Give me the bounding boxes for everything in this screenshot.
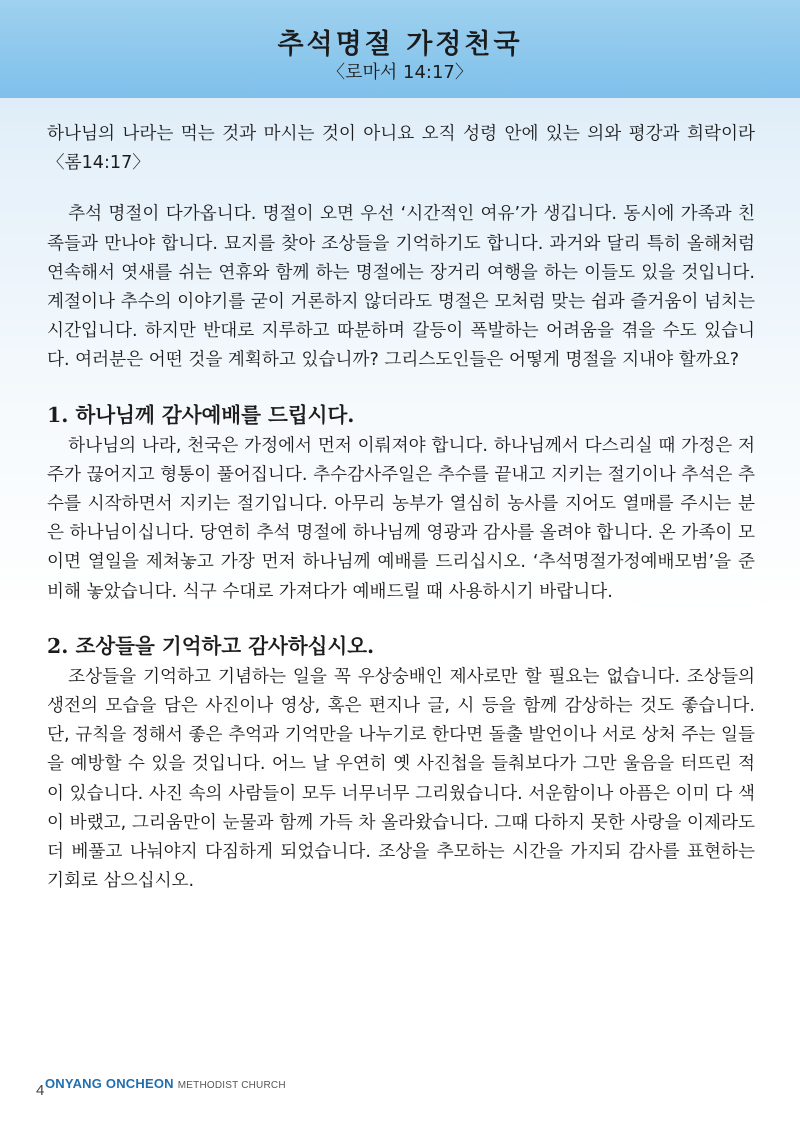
church-name: ONYANG ONCHEON (45, 1076, 174, 1091)
page-number: 4 (36, 1082, 45, 1099)
intro-paragraph: 추석 명절이 다가옵니다. 명절이 오면 우선 ‘시간적인 여유’가 생깁니다. 동시에 가족과 친족들과 만나야 합니다. 묘지를 찾아 조상들을 기억하기도 합니다. 과거와 달리 특히 올해처럼 연속해서 엿새를 쉬는 연휴와 함께 하는 명절에는 장거리 여행을 하는 이들도 있을 것입니다. 계절이나 추수의 이야기를 굳이 거론하지 않더라도 명절은 모처럼 맞는 쉼과 즐거움이 넘치는 시간입니다. 하지만 반대로 지루하고 따분하며 갈등이 폭발하는 어려움을 겪을 수도 있습니다. 여러분은 어떤 것을 계획하고 있습니까? 그리스도인들은 어떻게 명절을 지내야 할까요? (47, 204, 755, 371)
section-2-heading: 2. 조상들을 기억하고 감사하십시오. (47, 633, 375, 658)
church-subtitle: METHODIST CHURCH (177, 1080, 286, 1091)
scripture-reference: 〈로마서 14:17〉 (327, 62, 473, 83)
church-logo-text (45, 1076, 286, 1091)
key-verse: 하나님의 나라는 먹는 것과 마시는 것이 아니요 오직 성령 안에 있는 의와 평강과 희락이라〈롬14:17〉 (47, 124, 755, 174)
section-1-heading: 1. 하나님께 감사예배를 드립시다. (47, 402, 355, 427)
section-1-body: 하나님의 나라, 천국은 가정에서 먼저 이뤄져야 합니다. 하나님께서 다스리실 때 가정은 저주가 끊어지고 형통이 풀어집니다. 추수감사주일은 추수를 끝내고 지키는 절기이나 추석은 추수를 시작하면서 지키는 절기입니다. 아무리 농부가 열심히 농사를 지어도 열매를 주시는 분은 하나님이십니다. 당연히 추석 명절에 하나님께 영광과 감사를 올려야 합니다. 온 가족이 모이면 열일을 제쳐놓고 가장 먼저 하나님께 예배를 드리십시오. ‘추석명절가정예배모범’을 준비해 놓았습니다. 식구 수대로 가져다가 예배드릴 때 사용하시기 바랍니다. (47, 435, 755, 602)
page-title: 추석명절 가정천국 (277, 29, 523, 60)
article-body (47, 120, 755, 896)
section-2-body: 조상들을 기억하고 기념하는 일을 꼭 우상숭배인 제사로만 할 필요는 없습니다. 조상들의 생전의 모습을 담은 사진이나 영상, 혹은 편지나 글, 시 등을 함께 감상하는 것도 좋습니다. 단, 규칙을 정해서 좋은 추억과 기억만을 나누기로 한다면 돌출 발언이나 서로 상처 주는 일들을 예방할 수 있을 것입니다. 어느 날 우연히 옛 사진첩을 들춰보다가 그만 울음을 터뜨린 적이 있습니다. 사진 속의 사람들이 모두 너무너무 그리웠습니다. 서운함이나 아픔은 이미 다 색이 바랬고, 그리움만이 눈물과 함께 가득 차 올라왔습니다. 그때 다하지 못한 사랑을 이제라도 더 베풀고 나눠야지 다짐하게 되었습니다. 조상을 추모하는 시간을 가지되 감사를 표현하는 기회로 삼으십시오. (47, 666, 755, 892)
page-header (0, 0, 800, 98)
